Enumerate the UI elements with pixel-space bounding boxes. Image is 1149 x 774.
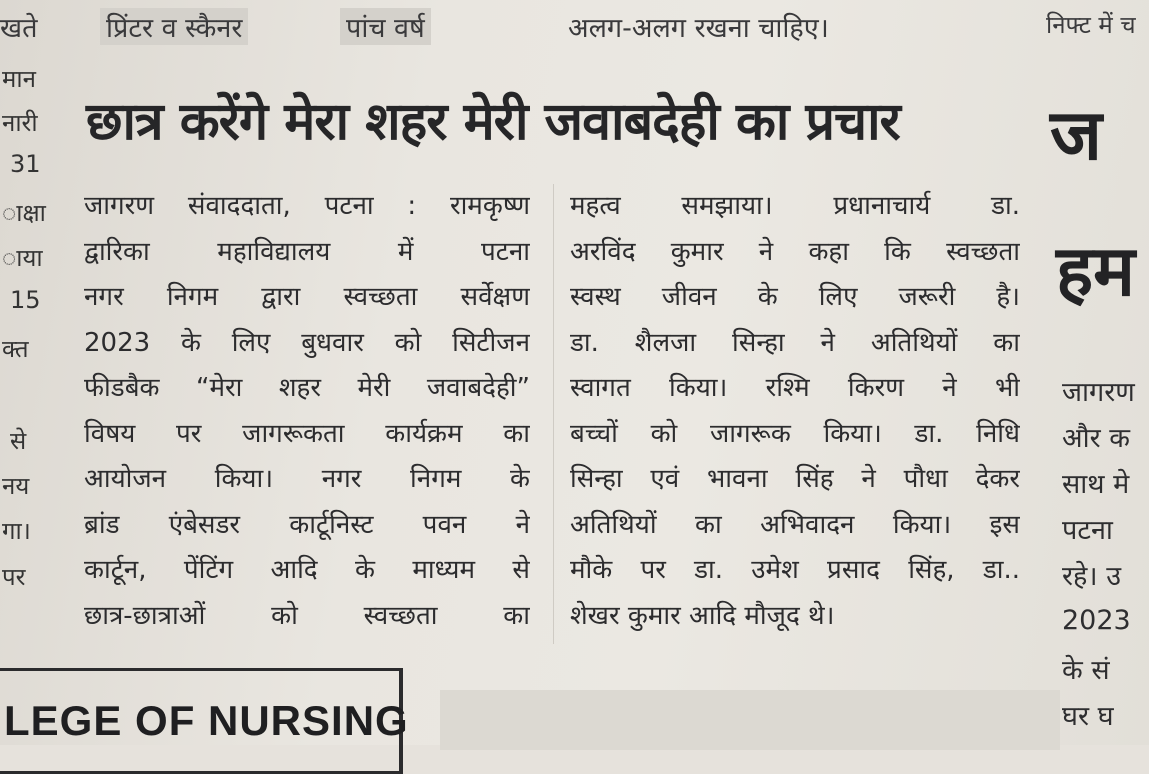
left-fragment-line: क्त	[2, 335, 29, 363]
left-fragment-line: नय	[2, 472, 30, 500]
text-line: छात्र-छात्राओं को स्वच्छता का	[84, 600, 530, 631]
text-line: नगर निगम द्वारा स्वच्छता सर्वेक्षण	[84, 282, 530, 312]
text-line: फीडबैक “मेरा शहर मेरी जवाबदेही”	[84, 373, 530, 403]
left-fragment-line: गा।	[2, 517, 31, 545]
left-fragment-line: 31	[10, 150, 41, 178]
right-text-line: साथ मे	[1062, 469, 1130, 500]
text-line: शेखर कुमार आदि मौजूद थे।	[570, 600, 835, 631]
left-fragment-line: से	[10, 427, 27, 455]
text-line: अरविंद कुमार ने कहा कि स्वच्छता	[570, 236, 1020, 267]
text-line: स्वागत किया। रश्मि किरण ने भी	[570, 373, 1020, 403]
article-headline: छात्र करेंगे मेरा शहर मेरी जवाबदेही का प्रचार	[86, 92, 900, 152]
ad-background	[440, 690, 1060, 750]
left-fragment-line: ाक्षा	[2, 199, 46, 227]
right-text-line: और क	[1062, 423, 1130, 454]
text-line: स्वस्थ जीवन के लिए जरूरी है।	[570, 282, 1020, 312]
text-line: बच्चों को जागरूक किया। डा. निधि	[570, 418, 1020, 449]
top-bar-item: प्रिंटर व स्कैनर	[100, 8, 248, 45]
text-line: आयोजन किया। नगर निगम के	[84, 464, 530, 494]
text-line: डा. शैलजा सिन्हा ने अतिथियों का	[570, 327, 1020, 358]
right-text-line: पटना	[1062, 515, 1113, 546]
right-text-line: जागरण	[1062, 377, 1135, 408]
article-column-2	[570, 184, 1020, 639]
top-bar-item: निफ्ट में च	[1046, 11, 1136, 39]
left-fragment-line: मान	[2, 65, 36, 93]
text-line: अतिथियों का अभिवादन किया। इस	[570, 509, 1020, 540]
text-line: जागरण संवाददाता, पटना : रामकृष्ण	[84, 191, 530, 221]
right-text-line: 2023	[1062, 605, 1131, 636]
left-fragment-line: 15	[10, 286, 41, 314]
right-text-line: के सं	[1062, 655, 1110, 686]
left-fragment-line: ाया	[2, 244, 43, 272]
text-line: मौके पर डा. उमेश प्रसाद सिंह, डा..	[570, 555, 1020, 585]
column-divider	[553, 184, 554, 644]
text-line: विषय पर जागरूकता कार्यक्रम का	[84, 418, 530, 449]
left-fragment-line: नारी	[2, 109, 38, 137]
right-headline-line: हम	[1056, 230, 1136, 312]
text-line: सिन्हा एवं भावना सिंह ने पौधा देकर	[570, 464, 1020, 494]
text-line: द्वारिका महाविद्यालय में पटना	[84, 236, 530, 267]
right-text-line: रहे। उ	[1062, 561, 1121, 592]
advertisement-text: LEGE OF NURSING	[4, 697, 409, 744]
left-fragment-line: पर	[2, 563, 26, 591]
right-headline-line: ज	[1050, 94, 1102, 176]
top-bar-item: पांच वर्ष	[340, 8, 431, 45]
top-bar-item: अलग-अलग रखना चाहिए।	[568, 13, 829, 44]
text-line: 2023 के लिए बुधवार को सिटीजन	[84, 327, 530, 358]
text-line: ब्रांड एंबेसडर कार्टूनिस्ट पवन ने	[84, 509, 530, 540]
text-line: महत्व समझाया। प्रधानाचार्य डा.	[570, 191, 1020, 221]
right-text-line: घर घ	[1062, 701, 1114, 732]
top-bar-item: खते	[0, 13, 38, 44]
text-line: कार्टून, पेंटिंग आदि के माध्यम से	[84, 555, 530, 585]
article-column-1	[84, 184, 530, 639]
